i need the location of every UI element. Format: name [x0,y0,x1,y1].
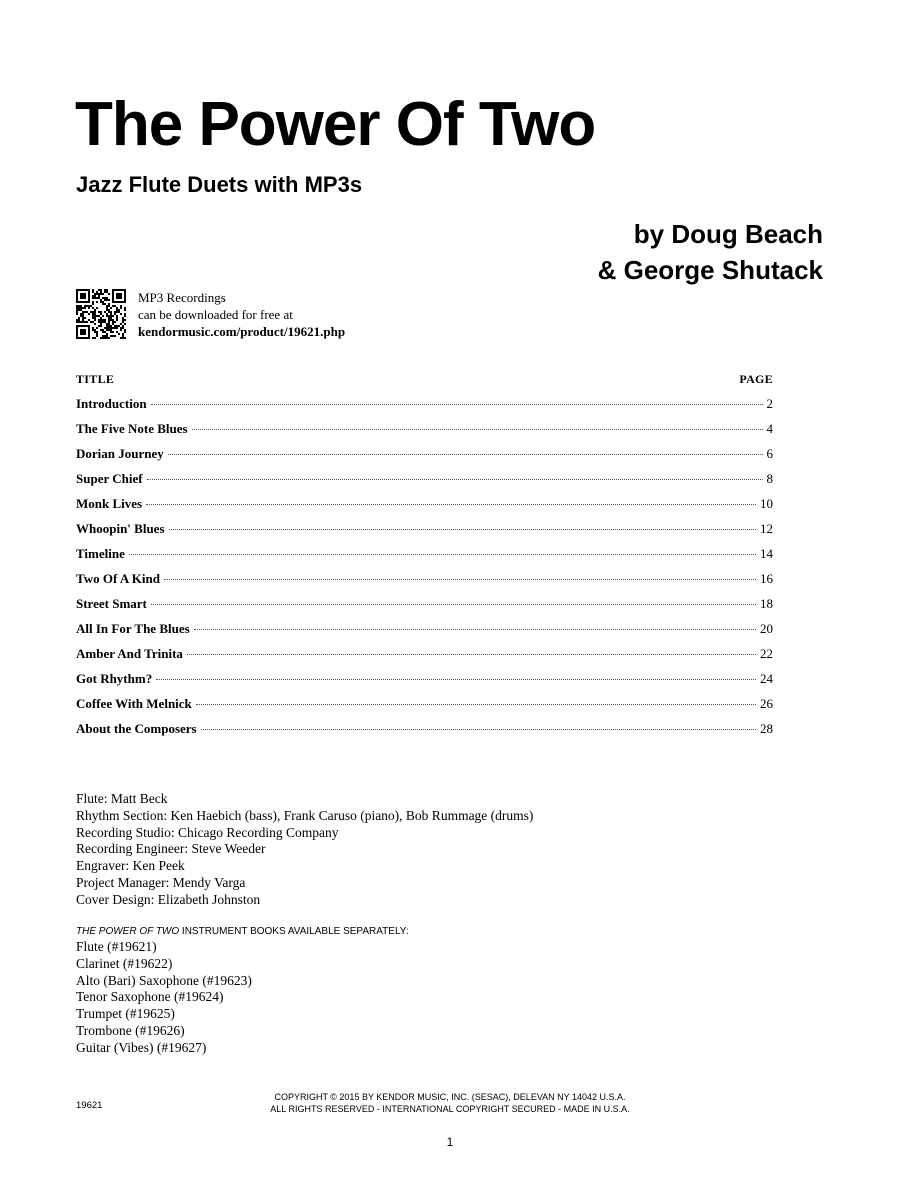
toc-header-page: PAGE [739,372,773,386]
toc-entry-page: 2 [766,396,773,411]
credit-line: Project Manager: Mendy Varga [76,874,246,890]
authors [598,216,823,288]
toc-leader-dots [196,704,756,705]
toc-header [76,372,773,396]
toc-entry[interactable] [76,671,773,696]
copyright-notice [200,1091,700,1115]
toc-entry[interactable] [76,621,773,646]
toc-entry-page: 18 [760,596,773,611]
toc-leader-dots [151,404,763,405]
credit-line: Rhythm Section: Ken Haebich (bass), Frank Caruso (piano), Bob Rummage (drums) [76,807,534,823]
credit-line: Flute: Matt Beck [76,791,168,806]
toc-leader-dots [187,654,756,655]
toc-entry-title: Dorian Journey [76,446,164,461]
toc-entry-page: 16 [760,571,773,586]
toc-leader-dots [147,479,763,480]
instrument-book-item: Guitar (Vibes) (#19627) [76,1039,207,1055]
toc-entry-page: 24 [760,671,773,686]
toc-entry-title: Whoopin' Blues [76,521,165,536]
catalog-number: 19621 [76,1100,103,1111]
credit-line: Cover Design: Elizabeth Johnston [76,891,261,907]
toc-leader-dots [129,554,756,555]
toc-leader-dots [151,604,756,605]
toc-entry[interactable] [76,546,773,571]
toc-leader-dots [168,454,763,455]
toc-leader-dots [169,529,756,530]
toc-entry[interactable] [76,396,773,421]
subtitle: Jazz Flute Duets with MP3s [76,172,363,197]
page-title: The Power Of Two [75,90,596,159]
instrument-book-item: Clarinet (#19622) [76,955,173,971]
mp3-note-line: can be downloaded for free at [138,307,293,322]
mp3-note-line: MP3 Recordings [138,290,226,305]
toc-leader-dots [192,429,763,430]
toc-entry-title: Street Smart [76,596,147,611]
toc-entry-page: 28 [760,721,773,736]
books-heading-series: THE POWER OF TWO [76,926,180,937]
toc-entry-title: The Five Note Blues [76,421,188,436]
page-number: 1 [446,1135,454,1149]
toc-entry-title: Super Chief [76,471,143,486]
toc-entry[interactable] [76,471,773,496]
toc-entry-page: 20 [760,621,773,636]
toc-entry-page: 8 [766,471,773,486]
toc-leader-dots [164,579,756,580]
toc-entry[interactable] [76,421,773,446]
toc-entry-title: Introduction [76,396,147,411]
toc-entry-page: 26 [760,696,773,711]
toc-leader-dots [156,679,756,680]
toc-entry-title: About the Composers [76,721,197,736]
toc-entry-page: 22 [760,646,773,661]
toc-entry-page: 4 [766,421,773,436]
instrument-book-item: Trumpet (#19625) [76,1006,175,1022]
books-heading [76,926,409,937]
toc-entry-title: Timeline [76,546,125,561]
copyright-line: ALL RIGHTS RESERVED - INTERNATIONAL COPYRIGHT SECURED - MADE IN U.S.A. [270,1104,630,1114]
author-line: & George Shutack [597,255,823,285]
toc-entries [76,396,773,746]
toc-entry-title: Amber And Trinita [76,646,183,661]
toc-leader-dots [201,729,756,730]
instrument-book-item: Flute (#19621) [76,939,157,954]
toc-leader-dots [194,629,756,630]
credit-line: Recording Studio: Chicago Recording Company [76,824,339,840]
toc-entry[interactable] [76,521,773,546]
toc-entry-title: Monk Lives [76,496,143,511]
toc-entry[interactable] [76,646,773,671]
toc-entry-title: All In For The Blues [76,621,190,636]
toc-entry[interactable] [76,571,773,596]
table-of-contents [76,372,773,746]
toc-entry[interactable] [76,496,773,521]
credit-line: Recording Engineer: Steve Weeder [76,841,266,857]
toc-entry-page: 10 [760,496,773,511]
qr-code-icon[interactable] [76,289,126,339]
toc-entry-page: 6 [766,446,773,461]
mp3-download-note [138,289,345,340]
instrument-books-list [76,939,252,1057]
instrument-book-item: Alto (Bari) Saxophone (#19623) [76,972,252,988]
copyright-line: COPYRIGHT © 2015 BY KENDOR MUSIC, INC. (SESAC), DELEVAN NY 14042 U.S.A. [274,1092,626,1102]
credit-line: Engraver: Ken Peek [76,858,185,874]
toc-entry[interactable] [76,696,773,721]
toc-entry-title: Got Rhythm? [76,671,153,686]
credits-list [76,791,533,909]
books-heading-text: INSTRUMENT BOOKS AVAILABLE SEPARATELY: [179,926,409,937]
instrument-book-item: Trombone (#19626) [76,1022,185,1038]
mp3-download-link[interactable]: kendormusic.com/product/19621.php [138,324,346,339]
toc-leader-dots [146,504,756,505]
toc-entry-title: Coffee With Melnick [76,696,192,711]
toc-entry-page: 12 [760,521,773,536]
toc-entry[interactable] [76,596,773,621]
toc-entry[interactable] [76,446,773,471]
instrument-book-item: Tenor Saxophone (#19624) [76,989,224,1005]
toc-entry-page: 14 [760,546,773,561]
toc-entry-title: Two Of A Kind [76,571,160,586]
toc-header-title: TITLE [76,372,115,386]
toc-entry[interactable] [76,721,773,746]
author-line: by Doug Beach [633,219,823,249]
